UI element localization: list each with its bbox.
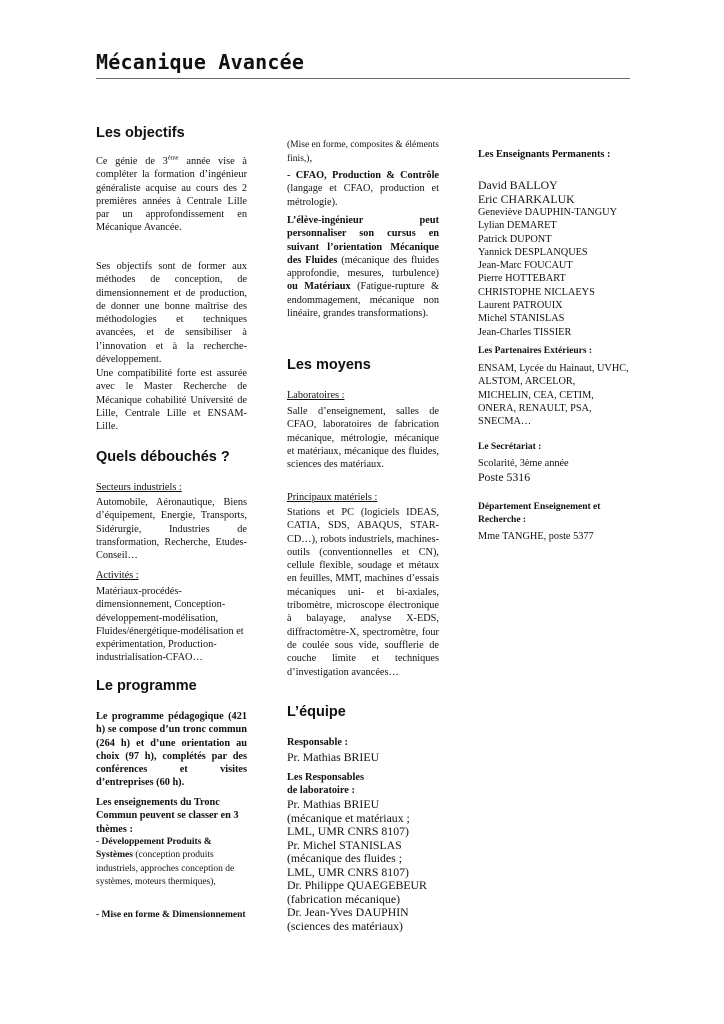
title-rule [96, 78, 630, 79]
enseignants-label: Les Enseignants Permanents : [478, 149, 611, 160]
enseignant-name: Eric CHARKALUK [478, 191, 575, 206]
programme-paragraph-2: Les enseignements du Tronc Commun peuvent se classer en 3 thèmes : [96, 797, 239, 835]
responsable-name: Pr. Mathias BRIEU [287, 750, 380, 764]
enseignant-name: Geneviève DAUPHIN-TANGUY [478, 207, 618, 218]
enseignant-name: Pierre HOTTEBART [478, 273, 566, 285]
resp-labo-line: (fabrication mécanique) [287, 891, 400, 906]
page-title: Mécanique Avancée [96, 50, 305, 74]
laboratoires-text: Salle d’enseignement, salles de CFAO, laboratoires de fabrication mécanique, métrologie, mécanique et matériaux, mécanique des fluides, sciences des matériaux. [287, 406, 439, 471]
programme-theme-3: - CFAO, Production & Contrôle (langage et CFAO, production et métrologie). [287, 170, 439, 208]
enseignant-name: Lylian DEMARET [478, 220, 557, 232]
enseignant-name: Jean-Charles TISSIER [478, 326, 572, 338]
objectifs-paragraph-2: Ses objectifs sont de former aux méthodes de conception, de dimensionnement et de production, de donner une bonne maîtrise des méthodologies et techniques avancées, et de sensibiliser à l’innovation et à la recherche-développement. [96, 261, 247, 366]
resp-labo-line: Pr. Michel STANISLAS [287, 837, 402, 852]
enseignant-name: Jean-Marc FOUCAUT [478, 260, 573, 272]
resp-labo-label-2: de laboratoire : [287, 785, 355, 796]
enseignant-name: David BALLOY [478, 178, 558, 192]
resp-labo-line: (sciences des matériaux) [287, 918, 403, 933]
programme-paragraph-1: Le programme pédagogique (421 h) se compose d’un tronc commun (264 h) et d’une orientation au choix (97 h), complétés par des conférences et visites d’entreprises (60 h). [96, 711, 247, 789]
resp-labo-line: Dr. Jean-Yves DAUPHIN [287, 905, 409, 919]
secteurs-label: Secteurs industriels : [96, 482, 182, 493]
programme-orientation: L’élève-ingénieur peut personnaliser son cursus en suivant l’orientation Mécanique des Fluides (mécanique des fluides approfondie, mesures, turbulence) ou Matériaux (Fatigue-rupture & endommagement, mécanique non linéaire, grandes transformations). [287, 215, 440, 320]
heading-programme: Le programme [96, 678, 197, 694]
enseignant-name: Patrick DUPONT [478, 233, 552, 245]
resp-labo-line: (mécanique des fluides ; [287, 851, 402, 865]
programme-theme-2-label: - Mise en forme & Dimensionnement [96, 910, 246, 920]
laboratoires-label: Laboratoires : [287, 390, 345, 401]
activites-label: Activités : [96, 570, 139, 581]
partenaires-label: Les Partenaires Extérieurs : [478, 346, 593, 356]
resp-labo-line: LML, UMR CNRS 8107) [287, 864, 409, 879]
departement-text: Mme TANGHE, poste 5377 [478, 531, 594, 542]
heading-equipe: L’équipe [287, 704, 346, 720]
heading-debouches: Quels débouchés ? [96, 449, 230, 465]
materiels-label: Principaux matériels : [287, 492, 378, 503]
resp-labo-list [287, 798, 439, 933]
responsable-label: Responsable : [287, 737, 348, 748]
objectifs-paragraph-3: Une compatibilité forte est assurée avec le Master Recherche de Mécanique cohabilité Université de Lille, Centrale Lille et ENSAM-Lille. [96, 368, 247, 433]
secretariat-line-2: Poste 5316 [478, 470, 531, 484]
resp-labo-line: (mécanique et matériaux ; [287, 810, 410, 825]
heading-moyens: Les moyens [287, 357, 371, 373]
programme-theme-2-text: (Mise en forme, composites & éléments finis,), [287, 140, 439, 165]
enseignants-list [478, 206, 630, 339]
secretariat-label: Le Secrétariat : [478, 442, 542, 452]
resp-labo-label-1: Les Responsables [287, 772, 364, 783]
enseignant-name: Laurent PATROUIX [478, 300, 563, 312]
enseignant-name: Yannick DESPLANQUES [478, 246, 588, 258]
enseignants-list-main [478, 179, 630, 206]
partenaires-text: ENSAM, Lycée du Hainaut, UVHC, ALSTOM, ARCELOR, MICHELIN, CEA, CETIM, ONERA, RENAULT, PSA, SNECMA… [478, 363, 629, 428]
secteurs-text: Automobile, Aéronautique, Biens d’équipement, Energie, Transports, Sidérurgie, Industries de transformation, Recherche, Etudes-Conseil… [96, 497, 247, 562]
objectifs-paragraph-1: Ce génie de 3ème année vise à compléter la formation d’ingénieur généraliste acquise au cours des 2 premières années à Centrale Lille par un approfondissement en Mécanique Avancée. [96, 154, 248, 234]
enseignant-name: Michel STANISLAS [478, 313, 565, 325]
departement-label: Département Enseignement et Recherche : [478, 502, 601, 526]
activites-text: Matériaux-procédés-dimensionnement, Conception-développement-modélisation, Fluides/énergétique-modélisation et expérimentation, Production-industrialisation-CFAO… [96, 586, 244, 664]
resp-labo-line: LML, UMR CNRS 8107) [287, 824, 409, 838]
resp-labo-line: Pr. Mathias BRIEU [287, 797, 380, 811]
resp-labo-line: Dr. Philippe QUAEGEBEUR [287, 878, 427, 892]
materiels-text: Stations et PC (logiciels IDEAS, CATIA, SDS, ABAQUS, STAR-CD…), robots industriels, machines-outils (conventionnelles et CN), cellule flexible, soudage et métaux en feuilles, MMT, machines d’essais mécaniques uni- et bi-axiales, tribomètre, microscope électronique à balayage, analyse X-EDS, diffractomètre-X, spectromètre, four de coulée sous vide, soufflerie de couche limite et techniques d’investigation avancées… [287, 507, 439, 678]
secretariat-line-1: Scolarité, 3ème année [478, 458, 569, 469]
heading-objectifs: Les objectifs [96, 125, 185, 141]
programme-theme-1: - Développement Produits & Systèmes (conception produits industriels, approches conception de systèmes, moteurs thermiques), [96, 837, 235, 888]
enseignant-name: CHRISTOPHE NICLAEYS [478, 286, 595, 298]
